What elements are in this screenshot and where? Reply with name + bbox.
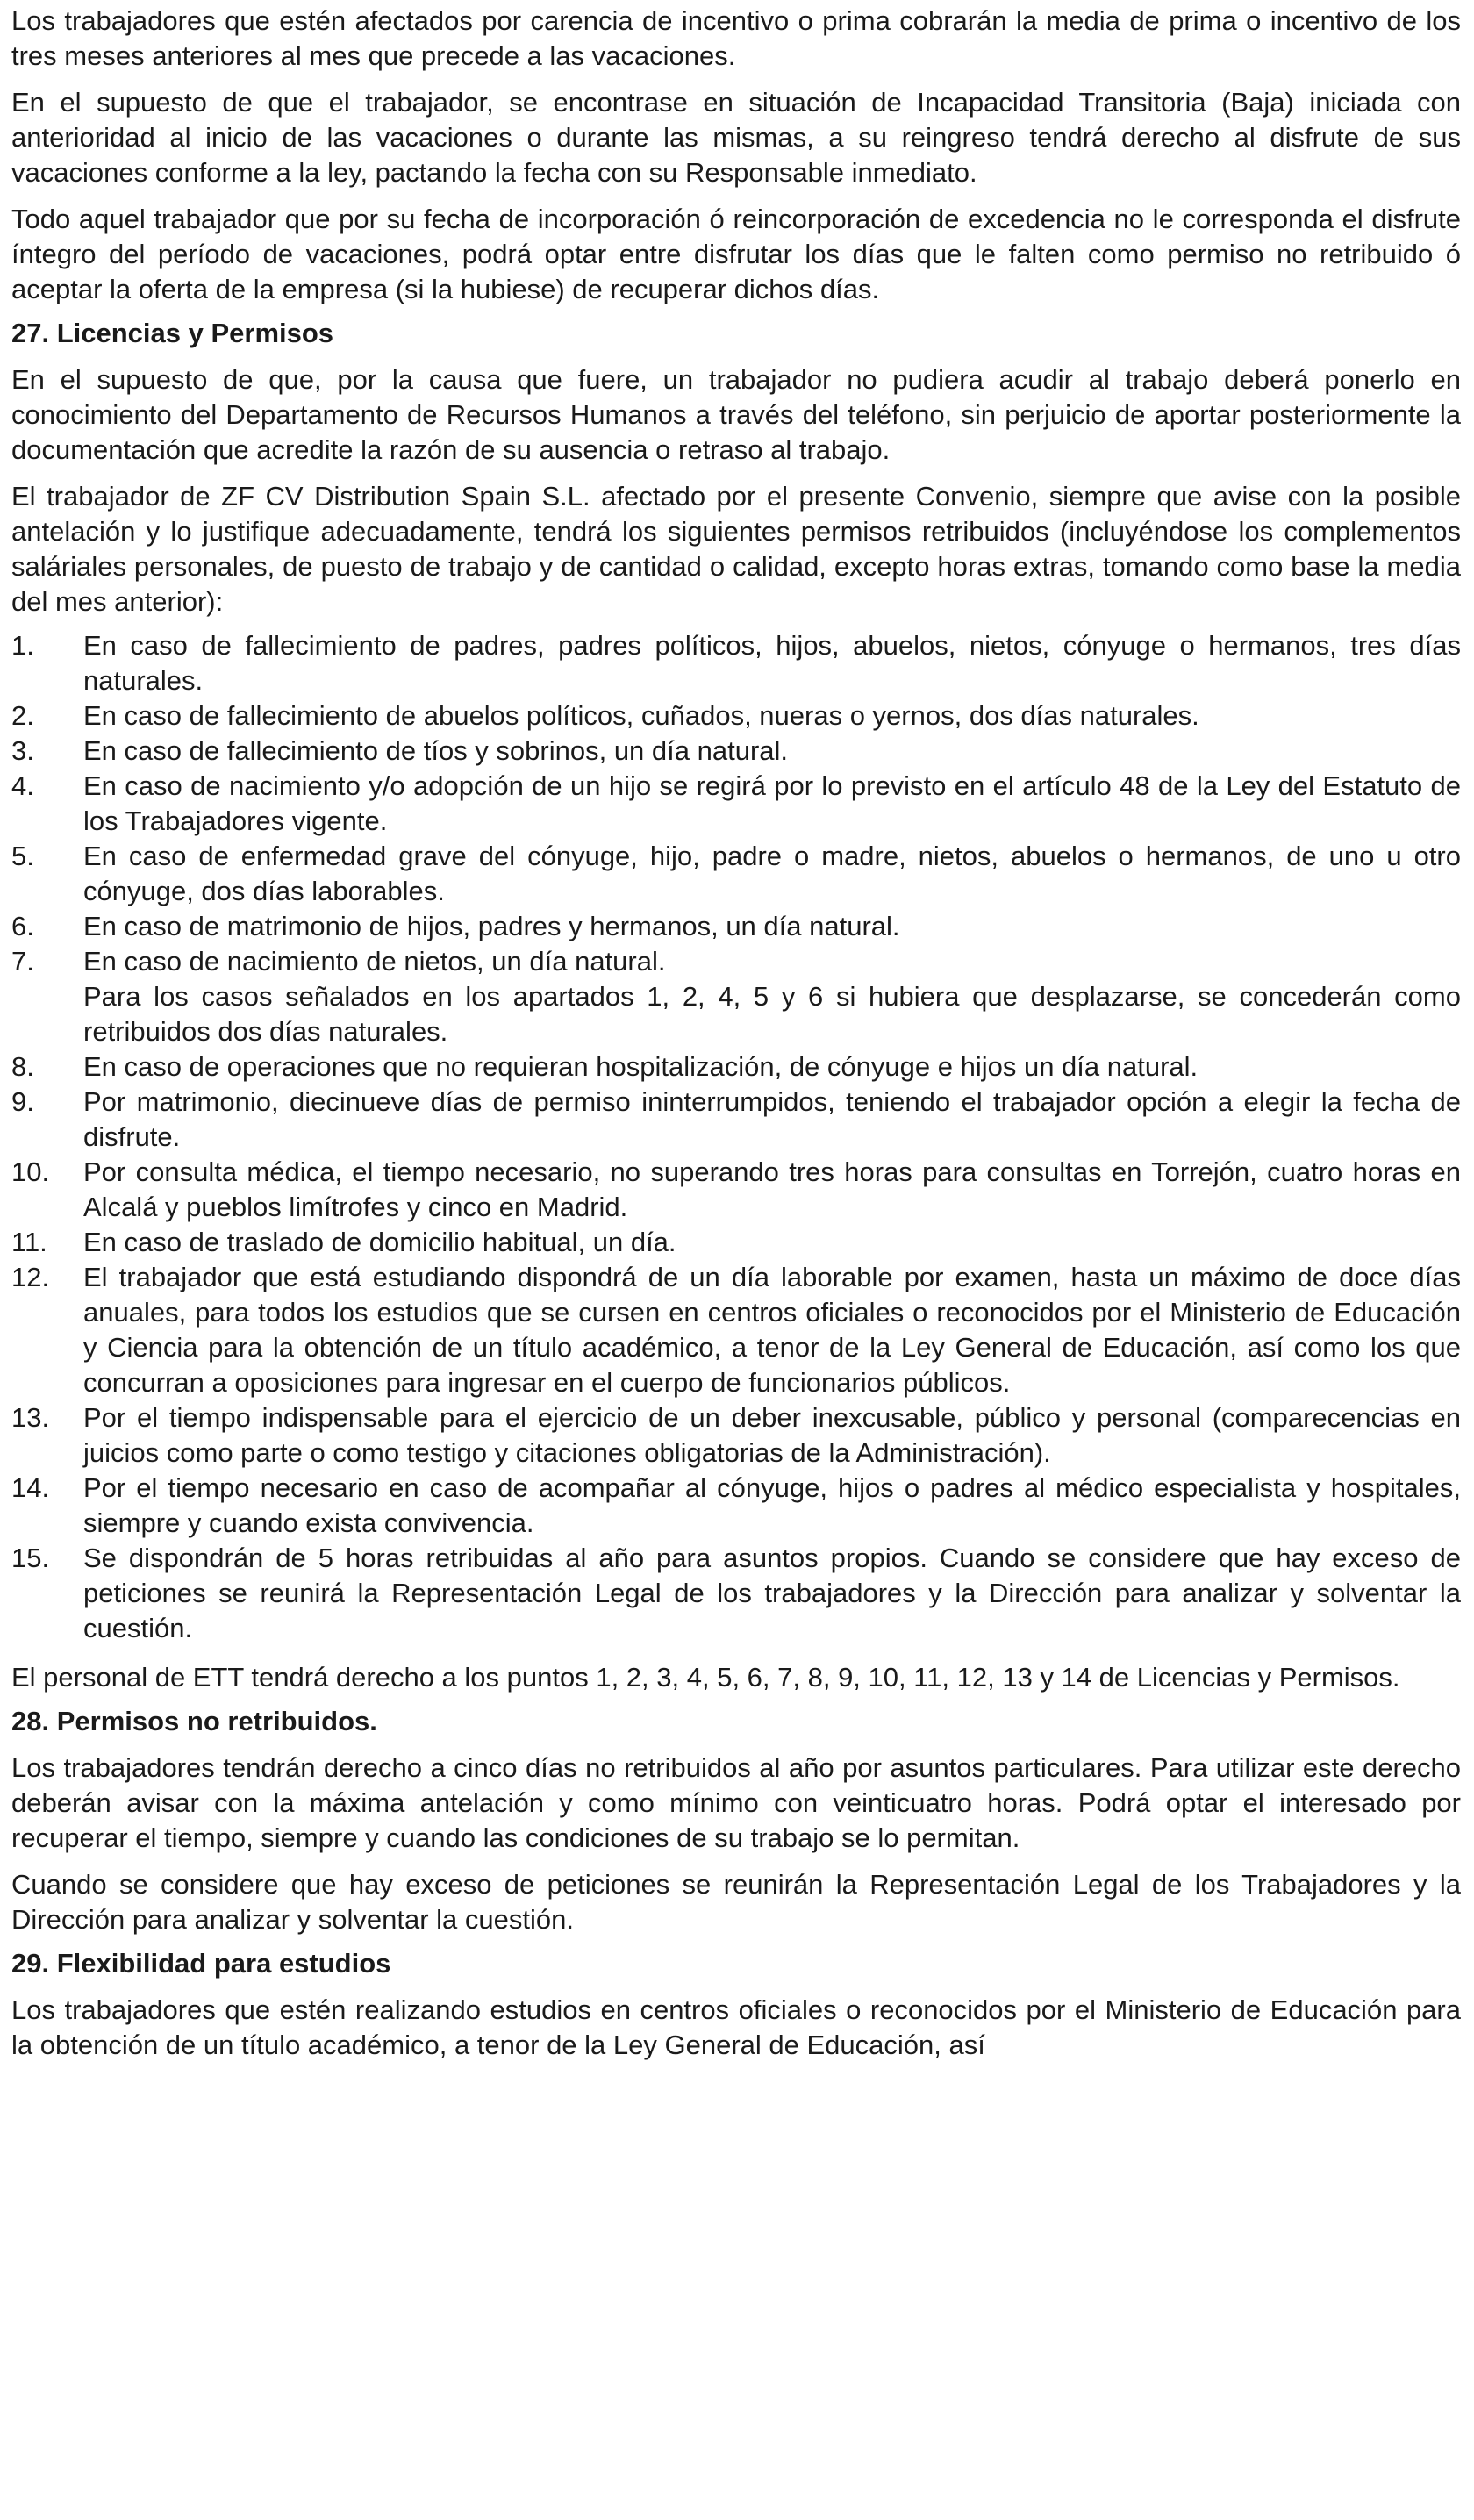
paragraph: Los trabajadores tendrán derecho a cinco días no retribuidos al año por asuntos particulares. Para utilizar este derecho deberán avisar con la máxima antelación y como mínimo con veinticuatro horas. Podrá optar el interesado por recuperar el tiempo, siempre y cuando las condiciones de su trabajo se lo permitan. [11,1752,1461,1853]
section-heading-29: 29. Flexibilidad para estudios [11,1948,391,1979]
list-item-text: Por matrimonio, diecinueve días de permiso ininterrumpidos, teniendo el trabajador opción a elegir la fecha de disfrute. [83,1086,1461,1152]
list-item-number: 12. [11,1262,50,1292]
list-item-number: 10. [11,1156,50,1187]
list-item-number: 9. [11,1086,34,1117]
paragraph: Los trabajadores que estén afectados por carencia de incentivo o prima cobrarán la media de prima o incentivo de los tres meses anteriores al mes que precede a las vacaciones. [11,5,1461,71]
list-item-number: 14. [11,1472,50,1503]
list-item-text: Por el tiempo necesario en caso de acompañar al cónyuge, hijos o padres al médico especialista y hospitales, siempre y cuando exista convivencia. [83,1472,1461,1538]
paragraph: Cuando se considere que hay exceso de peticiones se reunirán la Representación Legal de los Trabajadores y la Dirección para analizar y solventar la cuestión. [11,1869,1461,1935]
list-item-text: En caso de enfermedad grave del cónyuge, hijo, padre o madre, nietos, abuelos o hermanos, de uno u otro cónyuge, dos días laborables. [83,841,1461,906]
list-item-text: Por el tiempo indispensable para el ejercicio de un deber inexcusable, público y personal (comparecencias en juicios como parte o como testigo y citaciones obligatorias de la Administración). [83,1402,1461,1468]
list-item-text: En caso de traslado de domicilio habitual, un día. [83,1227,676,1257]
list-item-number: 3. [11,735,34,766]
list-item [11,944,1461,1049]
paragraph: En el supuesto de que el trabajador, se encontrase en situación de Incapacidad Transitoria (Baja) iniciada con anterioridad al inicio de las vacaciones o durante las mismas, a su reingreso tendrá derecho al disfrute de sus vacaciones conforme a la ley, pactando la fecha con su Responsable inmediato. [11,87,1461,188]
list-item [11,909,1461,944]
list-item-body [83,944,1461,1049]
paragraph: El personal de ETT tendrá derecho a los puntos 1, 2, 3, 4, 5, 6, 7, 8, 9, 10, 11, 12, 13 y 14 de Licencias y Permisos. [11,1662,1400,1693]
paragraph: Todo aquel trabajador que por su fecha de incorporación ó reincorporación de excedencia no le corresponda el disfrute íntegro del período de vacaciones, podrá optar entre disfrutar los días que le falten como permiso no retribuido ó aceptar la oferta de la empresa (si la hubiese) de recuperar dichos días. [11,204,1461,304]
list-item-number: 11. [11,1227,47,1257]
list-item [11,1400,1461,1471]
list-item-number: 1. [11,630,34,661]
list-item [11,1541,1461,1646]
list-item-text: En caso de fallecimiento de tíos y sobrinos, un día natural. [83,735,789,766]
list-item [11,769,1461,839]
list-item-number: 5. [11,841,34,871]
list-item-text: Por consulta médica, el tiempo necesario, no superando tres horas para consultas en Torrejón, cuatro horas en Alcalá y pueblos limítrofes y cinco en Madrid. [83,1156,1461,1222]
section-heading-28: 28. Permisos no retribuidos. [11,1706,377,1736]
list-item-number: 8. [11,1051,34,1082]
list-item-number: 4. [11,770,34,801]
paragraph: En el supuesto de que, por la causa que fuere, un trabajador no pudiera acudir al trabajo deberá ponerlo en conocimiento del Departamento de Recursos Humanos a través del teléfono, sin perjuicio de aportar posteriormente la documentación que acredite la razón de su ausencia o retraso al trabajo. [11,364,1461,465]
list-item-number: 15. [11,1543,50,1573]
paragraph: El trabajador de ZF CV Distribution Spain S.L. afectado por el presente Convenio, siempre que avise con la posible antelación y lo justifique adecuadamente, tendrá los siguientes permisos retribuidos (incluyéndose los complementos saláriales personales, de puesto de trabajo y de cantidad o calidad, excepto horas extras, tomando como base la media del mes anterior): [11,481,1461,617]
paragraph: Los trabajadores que estén realizando estudios en centros oficiales o reconocidos por el Ministerio de Educación para la obtención de un título académico, a tenor de la Ley General de Educación, así [11,1994,1461,2060]
list-item-number: 13. [11,1402,50,1433]
list-item [11,628,1461,698]
list-item-text: En caso de nacimiento de nietos, un día natural. [83,946,666,977]
list-item-text: En caso de fallecimiento de padres, padres políticos, hijos, abuelos, nietos, cónyuge o hermanos, tres días naturales. [83,630,1461,696]
list-item-text: En caso de matrimonio de hijos, padres y hermanos, un día natural. [83,911,900,941]
permissions-list [11,628,1461,1646]
list-item-note: Para los casos señalados en los apartados 1, 2, 4, 5 y 6 si hubiera que desplazarse, se concederán como retribuidos dos días naturales. [83,981,1461,1047]
list-item [11,1260,1461,1400]
list-item [11,839,1461,909]
list-item-text: El trabajador que está estudiando dispondrá de un día laborable por examen, hasta un máximo de doce días anuales, para todos los estudios que se cursen en centros oficiales o reconocidos por el Ministerio de Educación y Ciencia para la obtención de un título académico, a tenor de la Ley General de Educación, así como los que concurran a oposiciones para ingresar en el cuerpo de funcionarios públicos. [83,1262,1461,1398]
list-item [11,1471,1461,1541]
list-item-text: En caso de fallecimiento de abuelos políticos, cuñados, nueras o yernos, dos días naturales. [83,700,1199,731]
list-item [11,1049,1461,1085]
list-item [11,698,1461,734]
list-item-text: Se dispondrán de 5 horas retribuidas al año para asuntos propios. Cuando se considere que hay exceso de peticiones se reunirá la Representación Legal de los trabajadores y la Dirección para analizar y solventar la cuestión. [83,1543,1461,1643]
list-item-text: En caso de nacimiento y/o adopción de un hijo se regirá por lo previsto en el artículo 48 de la Ley del Estatuto de los Trabajadores vigente. [83,770,1461,836]
list-item-text: En caso de operaciones que no requieran hospitalización, de cónyuge e hijos un día natural. [83,1051,1199,1082]
section-heading-27: 27. Licencias y Permisos [11,318,334,348]
list-item [11,1085,1461,1155]
list-item [11,1225,1461,1260]
list-item [11,1155,1461,1225]
list-item-number: 2. [11,700,34,731]
list-item [11,734,1461,769]
list-item-number: 6. [11,911,34,941]
document-page [11,4,1461,2074]
list-item-number: 7. [11,946,34,977]
